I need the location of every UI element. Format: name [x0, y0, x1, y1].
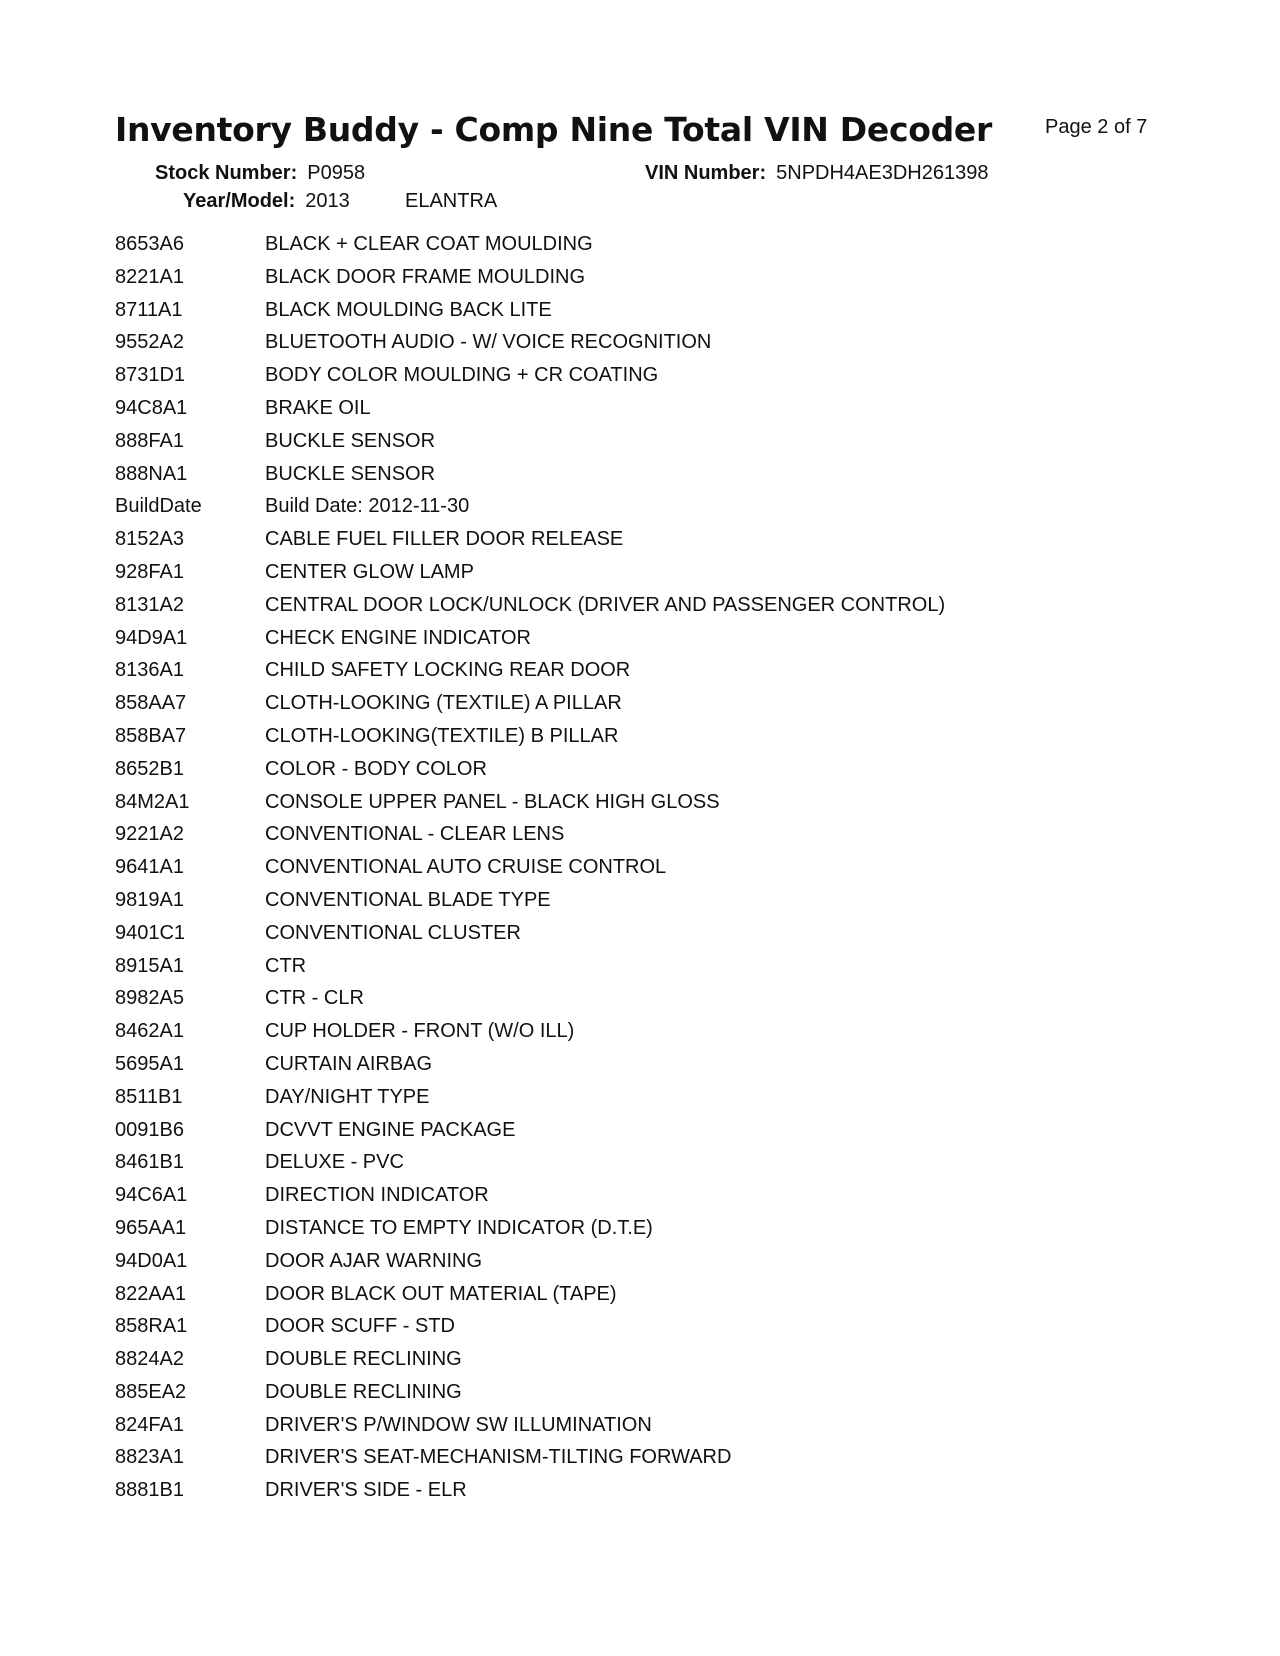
- option-code: 94D0A1: [115, 1249, 188, 1272]
- option-description: DAY/NIGHT TYPE: [265, 1085, 430, 1108]
- list-item: [115, 294, 945, 327]
- option-description: DRIVER'S P/WINDOW SW ILLUMINATION: [265, 1413, 652, 1436]
- list-item: [115, 1048, 945, 1081]
- option-code: 822AA1: [115, 1282, 187, 1305]
- list-item: [115, 753, 945, 786]
- list-item: [115, 1343, 945, 1376]
- option-description: CONVENTIONAL BLADE TYPE: [265, 888, 551, 911]
- option-code: 8824A2: [115, 1348, 184, 1371]
- option-code: 8982A5: [115, 987, 184, 1010]
- option-code: 8823A1: [115, 1446, 184, 1469]
- list-item: [115, 1474, 945, 1507]
- option-description: CHECK ENGINE INDICATOR: [265, 626, 531, 649]
- option-code: 8131A2: [115, 593, 184, 616]
- list-item: [115, 1310, 945, 1343]
- option-description: DELUXE - PVC: [265, 1151, 404, 1174]
- option-code: 8221A1: [115, 265, 184, 288]
- option-description: BLACK DOOR FRAME MOULDING: [265, 265, 586, 288]
- list-item: [115, 458, 945, 491]
- option-code: 94C8A1: [115, 396, 188, 419]
- option-code: 8511B1: [115, 1085, 183, 1108]
- option-code: 84M2A1: [115, 790, 190, 813]
- option-code: 94C6A1: [115, 1184, 188, 1207]
- list-item: [115, 982, 945, 1015]
- option-description: BODY COLOR MOULDING + CR COATING: [265, 364, 659, 387]
- list-item: [115, 1146, 945, 1179]
- option-description: COLOR - BODY COLOR: [265, 757, 487, 780]
- list-item: [115, 1245, 945, 1278]
- option-code: 9641A1: [115, 856, 184, 879]
- option-description: CONSOLE UPPER PANEL - BLACK HIGH GLOSS: [265, 790, 720, 813]
- option-description: CABLE FUEL FILLER DOOR RELEASE: [265, 528, 624, 551]
- option-code: 8152A3: [115, 528, 184, 551]
- list-item: [115, 654, 945, 687]
- option-description: CUP HOLDER - FRONT (W/O ILL): [265, 1020, 575, 1043]
- option-description: DCVVT ENGINE PACKAGE: [265, 1118, 516, 1141]
- vin-number-field: [645, 161, 988, 185]
- option-description: DRIVER'S SEAT-MECHANISM-TILTING FORWARD: [265, 1446, 732, 1469]
- year-model-field: [183, 189, 498, 213]
- list-item: [115, 1441, 945, 1474]
- list-item: [115, 261, 945, 294]
- vin-number-value: 5NPDH4AE3DH261398: [776, 162, 989, 184]
- list-item: [115, 950, 945, 983]
- option-description: DOUBLE RECLINING: [265, 1380, 462, 1403]
- list-item: [115, 1015, 945, 1048]
- option-description: BRAKE OIL: [265, 396, 371, 419]
- list-item: [115, 818, 945, 851]
- option-code: 5695A1: [115, 1052, 184, 1075]
- option-code: 885EA2: [115, 1380, 187, 1403]
- option-description: DOOR AJAR WARNING: [265, 1249, 483, 1272]
- option-code: 888NA1: [115, 462, 188, 485]
- stock-number-field: [155, 161, 365, 185]
- option-description: BUCKLE SENSOR: [265, 462, 436, 485]
- list-item: [115, 687, 945, 720]
- option-code: 888FA1: [115, 429, 184, 452]
- year-value: 2013: [305, 190, 350, 212]
- list-item: [115, 556, 945, 589]
- option-code: 858BA7: [115, 724, 187, 747]
- year-model-label: Year/Model:: [183, 190, 296, 212]
- option-description: BLACK MOULDING BACK LITE: [265, 298, 552, 321]
- list-item: [115, 884, 945, 917]
- option-description: BLACK + CLEAR COAT MOULDING: [265, 233, 593, 255]
- option-description: CONVENTIONAL - CLEAR LENS: [265, 823, 565, 846]
- list-item: [115, 1179, 945, 1212]
- list-item: [115, 1278, 945, 1311]
- option-code: 965AA1: [115, 1216, 187, 1239]
- vin-number-label: VIN Number:: [645, 162, 767, 184]
- list-item: [115, 326, 945, 359]
- option-code: 858AA7: [115, 692, 187, 715]
- option-description: CONVENTIONAL CLUSTER: [265, 921, 521, 944]
- option-code: 9819A1: [115, 888, 184, 911]
- list-item: [115, 1409, 945, 1442]
- option-description: CTR - CLR: [265, 987, 364, 1010]
- document-title: Inventory Buddy - Comp Nine Total VIN Decoder: [115, 110, 992, 149]
- option-description: CURTAIN AIRBAG: [265, 1052, 433, 1075]
- option-code: 9552A2: [115, 331, 184, 354]
- stock-number-value: P0958: [307, 162, 366, 184]
- option-code: 8462A1: [115, 1020, 184, 1043]
- option-code: BuildDate: [115, 495, 202, 518]
- option-code: 824FA1: [115, 1413, 184, 1436]
- option-code: 9221A2: [115, 823, 184, 846]
- option-description: CENTRAL DOOR LOCK/UNLOCK (DRIVER AND PASSENGER CONTROL): [265, 593, 946, 616]
- option-description: CLOTH-LOOKING(TEXTILE) B PILLAR: [265, 724, 619, 747]
- option-code: 9401C1: [115, 921, 186, 944]
- option-description: BUCKLE SENSOR: [265, 429, 436, 452]
- list-item: [115, 228, 945, 261]
- option-description: DIRECTION INDICATOR: [265, 1184, 489, 1207]
- option-code: 8461B1: [115, 1151, 184, 1174]
- list-item: [115, 490, 945, 523]
- option-description: CLOTH-LOOKING (TEXTILE) A PILLAR: [265, 692, 622, 715]
- list-item: [115, 392, 945, 425]
- option-code: 8881B1: [115, 1479, 184, 1502]
- list-item: [115, 359, 945, 392]
- option-code: 8915A1: [115, 954, 184, 977]
- list-item: [115, 1081, 945, 1114]
- list-item: [115, 786, 945, 819]
- option-description: CONVENTIONAL AUTO CRUISE CONTROL: [265, 856, 667, 879]
- list-item: [115, 1376, 945, 1409]
- option-code: 8653A6: [115, 233, 184, 255]
- option-code: 0091B6: [115, 1118, 184, 1141]
- page-number: Page 2 of 7: [1045, 116, 1148, 138]
- option-description: DOOR SCUFF - STD: [265, 1315, 455, 1338]
- list-item: [115, 720, 945, 753]
- option-description: DISTANCE TO EMPTY INDICATOR (D.T.E): [265, 1216, 653, 1239]
- option-code-list: [115, 228, 945, 1507]
- option-code: 8136A1: [115, 659, 184, 682]
- option-description: CENTER GLOW LAMP: [265, 560, 474, 583]
- list-item: [115, 851, 945, 884]
- list-item: [115, 589, 945, 622]
- list-item: [115, 1212, 945, 1245]
- stock-number-label: Stock Number:: [155, 162, 298, 184]
- list-item: [115, 917, 945, 950]
- list-item: [115, 425, 945, 458]
- option-description: DOUBLE RECLINING: [265, 1348, 462, 1371]
- model-value: ELANTRA: [405, 190, 498, 212]
- list-item: [115, 1114, 945, 1147]
- option-code: 8711A1: [115, 298, 183, 321]
- option-code: 858RA1: [115, 1315, 188, 1338]
- option-description: BLUETOOTH AUDIO - W/ VOICE RECOGNITION: [265, 331, 712, 354]
- option-code: 8652B1: [115, 757, 184, 780]
- option-description: DOOR BLACK OUT MATERIAL (TAPE): [265, 1282, 617, 1305]
- option-code: 928FA1: [115, 560, 184, 583]
- list-item: [115, 523, 945, 556]
- option-description: Build Date: 2012-11-30: [265, 495, 470, 518]
- list-item: [115, 622, 945, 655]
- option-code: 8731D1: [115, 364, 186, 387]
- option-description: CHILD SAFETY LOCKING REAR DOOR: [265, 659, 631, 682]
- option-description: CTR: [265, 954, 307, 977]
- option-code: 94D9A1: [115, 626, 188, 649]
- option-description: DRIVER'S SIDE - ELR: [265, 1479, 467, 1502]
